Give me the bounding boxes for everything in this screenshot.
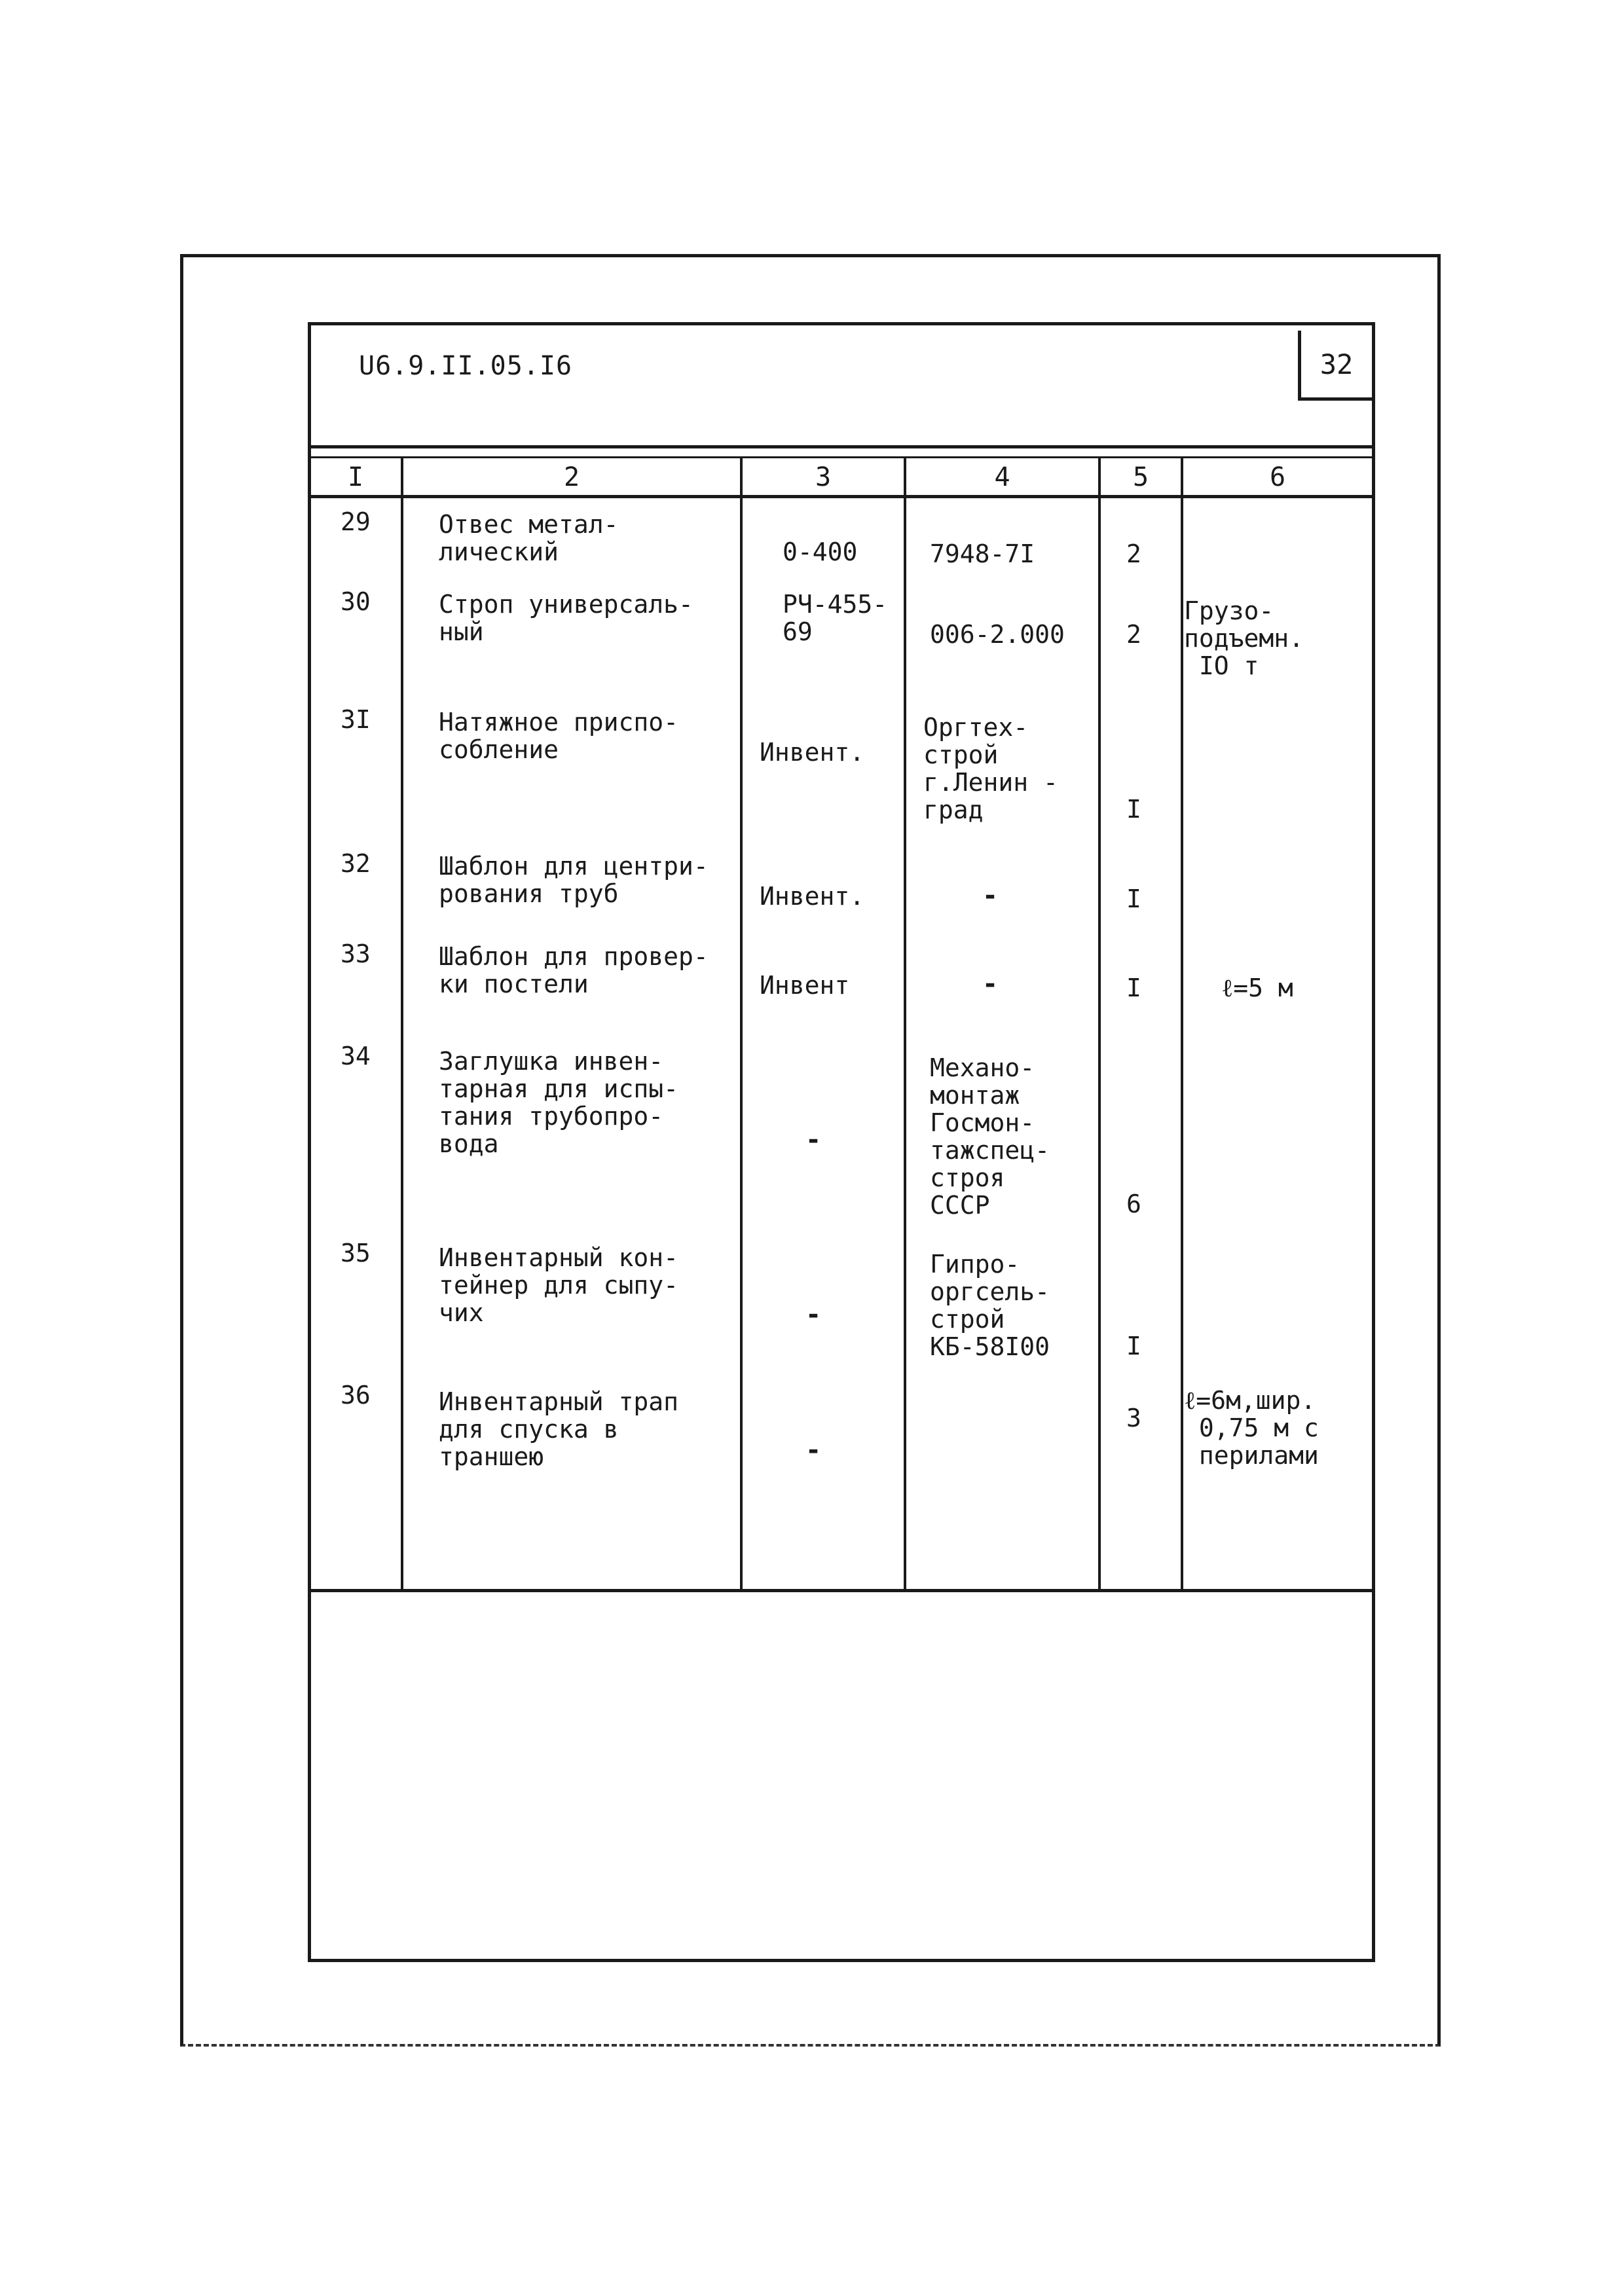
item-note: Грузо- подъемн. IO т	[1184, 596, 1304, 680]
item-quantity: I	[1126, 1332, 1141, 1360]
item-type: РЧ-455- 69	[783, 590, 888, 646]
item-name: Строп универсаль- ный	[439, 590, 693, 646]
title-block-divider	[308, 445, 1375, 448]
item-quantity: I	[1126, 795, 1141, 824]
item-type: -	[805, 1125, 822, 1155]
column-header: 2	[563, 462, 580, 492]
row-number: 33	[341, 939, 371, 968]
row-number: 35	[341, 1239, 371, 1267]
document-code: U6.9.II.05.I6	[359, 351, 573, 381]
item-source: -	[982, 881, 999, 911]
column-divider	[401, 456, 403, 1592]
item-note: ℓ=6м,шир. 0,75 м с перилами	[1184, 1386, 1319, 1470]
item-quantity: 2	[1126, 539, 1141, 568]
item-note: ℓ=5 м	[1221, 974, 1293, 1002]
item-source: 7948-7I	[930, 539, 1035, 568]
row-number: 36	[341, 1381, 371, 1410]
item-type: -	[805, 1435, 822, 1465]
column-header: 4	[994, 462, 1010, 492]
item-type: Инвент.	[760, 882, 865, 911]
item-type: 0-400	[783, 538, 858, 566]
item-name: Заглушка инвен- тарная для испы- тания трубопро- вода	[439, 1047, 679, 1158]
row-number: 3I	[341, 705, 371, 734]
item-quantity: I	[1126, 884, 1141, 913]
page-number: 32	[1320, 348, 1354, 380]
item-source: Оргтех- строй г.Ленин - град	[923, 713, 1058, 824]
item-source: Механо- монтаж Госмон- тажспец- строя СССР	[930, 1053, 1050, 1220]
item-name: Инвентарный кон- тейнер для сыпу- чих	[439, 1243, 679, 1327]
item-type: Инвент	[760, 971, 850, 1000]
row-number: 30	[341, 587, 371, 616]
item-name: Отвес метал- лический	[439, 510, 619, 566]
row-number: 32	[341, 849, 371, 878]
column-header: 3	[815, 462, 832, 492]
item-quantity: 3	[1126, 1404, 1141, 1432]
column-header: 6	[1269, 462, 1286, 492]
item-quantity: 2	[1126, 620, 1141, 649]
item-name: Шаблон для провер- ки постели	[439, 942, 709, 998]
item-quantity: I	[1126, 974, 1141, 1002]
item-type: Инвент.	[760, 738, 865, 767]
item-name: Шаблон для центри- рования труб	[439, 852, 709, 908]
column-header: I	[347, 462, 364, 492]
item-name: Инвентарный трап для спуска в траншею	[439, 1387, 679, 1471]
column-divider	[740, 456, 743, 1592]
item-source: Гипро- оргсель- строй КБ-58I00	[930, 1250, 1050, 1361]
item-quantity: 6	[1126, 1190, 1141, 1218]
column-divider	[1098, 456, 1101, 1592]
row-number: 29	[341, 507, 371, 536]
column-header: 5	[1132, 462, 1149, 492]
item-type: -	[805, 1300, 822, 1330]
page-number-box	[1298, 331, 1372, 401]
row-number: 34	[341, 1042, 371, 1070]
item-source: 006-2.000	[930, 620, 1065, 649]
table-bottom-line	[308, 1589, 1375, 1592]
item-source: -	[982, 969, 999, 999]
item-name: Натяжное приспо- собление	[439, 708, 679, 764]
column-divider	[904, 456, 906, 1592]
column-divider	[1181, 456, 1183, 1592]
